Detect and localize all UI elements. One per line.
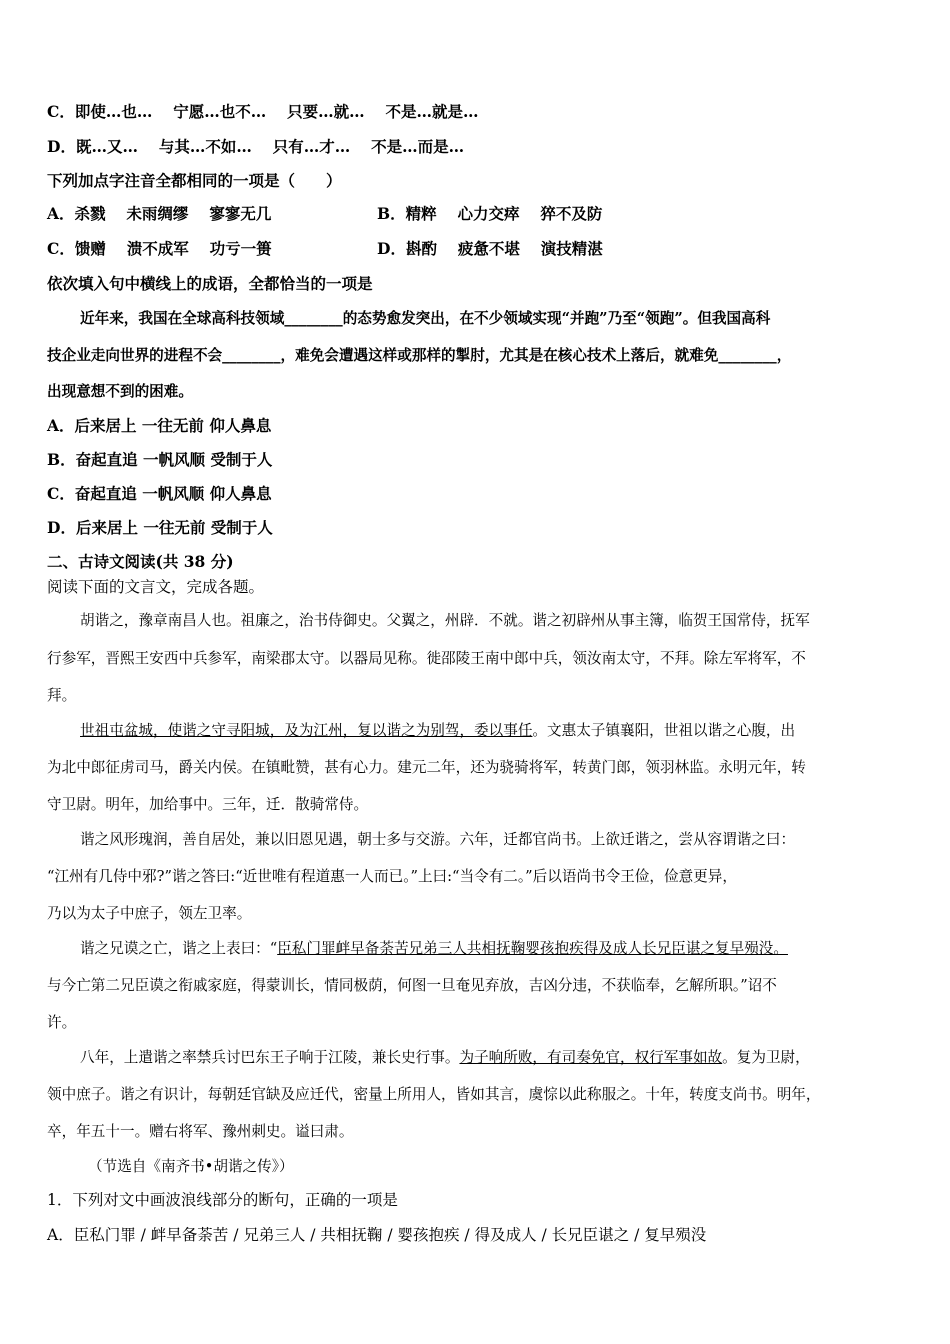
classical-p1-line-1: 胡谐之，豫章南昌人也。祖廉之，治书侍御史。父翼之，州辟．不就。谐之初辟州从事主簿，临贺王国常侍，抚军 (80, 612, 810, 629)
classical-p2-line-2: 为北中郎征虏司马，爵关内侯。在镇毗赞，甚有心力。建元二年，还为骁骑将军，转黄门郎，领羽林监。永明元年，转 (47, 759, 806, 776)
q1-stem: 1．下列对文中画波浪线部分的断句，正确的一项是 (47, 1191, 398, 1209)
classical-p1-line-3: 拜。 (47, 687, 77, 704)
passage-source: （节选自《南齐书•胡谐之传》） (88, 1158, 294, 1175)
option-c-conjunctions: C．即使…也… 宁愿…也不… 只要…就… 不是…就是… (47, 102, 479, 121)
classical-p2-line-1: 世祖屯盆城，使谐之守寻阳城，及为江州，复以谐之为别驾，委以事任。文惠太子镇襄阳，世祖以谐之心腹，出 (80, 722, 796, 739)
classical-p3-line-3: 乃以为太子中庶子，领左卫率。 (47, 905, 252, 922)
idiom-passage-line-1: 近年来，我国在全球高科技领域________的态势愈发突出，在不少领域实现“并跑”乃至“领跑”。但我国高科 (80, 310, 771, 327)
idiom-question-stem: 依次填入句中横线上的成语，全都恰当的一项是 (47, 274, 373, 293)
pinyin-option-b: B．精粹 心力交瘁 猝不及防 (377, 204, 603, 223)
classical-p5-line-2: 领中庶子。谐之有识计，每朝廷官缺及应迁代，密量上所用人，皆如其言，虞悰以此称服之。十年，转度支尚书。明年， (47, 1086, 821, 1103)
q1-option-a: A．臣私门罪 / 衅早备荼苦 / 兄弟三人 / 共相抚鞠 / 婴孩抱疾 / 得及成人 / 长兄臣谌之 / 复早殒没 (47, 1226, 707, 1244)
idiom-passage-line-3: 出现意想不到的困难。 (47, 383, 193, 400)
underlined-sentence-2: 为子响所败，有司奏免官，权行军事如故 (459, 1049, 723, 1066)
pinyin-option-d: D．斟酌 疲惫不堪 演技精湛 (377, 239, 603, 258)
option-d-conjunctions: D．既…又… 与其…不如… 只有…才… 不是…而是… (47, 137, 465, 156)
classical-p2-line-3: 守卫尉。明年，加给事中。三年，迁．散骑常侍。 (47, 796, 369, 813)
idiom-option-c: C．奋起直追 一帆风顺 仰人鼻息 (47, 484, 272, 503)
classical-p3-line-1: 谐之风形瑰润，善自居处，兼以旧恩见遇，朝士多与交游。六年，迁都官尚书。上欲迁谐之，尝从容谓谐之曰： (80, 831, 796, 848)
classical-p1-line-2: 行参军，晋熙王安西中兵参军，南梁郡太守。以器局见称。徙邵陵王南中郎中兵，领汝南太守，不拜。除左军将军，不 (47, 650, 806, 667)
classical-p4-line-3: 许。 (47, 1014, 77, 1031)
underlined-sentence-1: 世祖屯盆城，使谐之守寻阳城，及为江州，复以谐之为别驾，委以事任 (80, 722, 533, 739)
idiom-option-d: D．后来居上 一往无前 受制于人 (47, 518, 273, 537)
pinyin-option-a: A．杀戮 未雨绸缪 寥寥无几 (47, 204, 272, 223)
idiom-option-b: B．奋起直追 一帆风顺 受制于人 (47, 450, 273, 469)
classical-p5-line-1: 八年，上遣谐之率禁兵讨巴东王子响于江陵，兼长史行事。为子响所败，有司奏免官，权行军事如故。复为卫尉， (80, 1049, 810, 1066)
pinyin-option-c: C．馈赠 溃不成军 功亏一篑 (47, 239, 272, 258)
idiom-option-a: A．后来居上 一往无前 仰人鼻息 (47, 416, 272, 435)
section-title: 二、古诗文阅读(共 38 分) (47, 552, 234, 571)
classical-p5-line-3: 卒，年五十一。赠右将军、豫州刺史。谥曰肃。 (47, 1123, 354, 1140)
classical-p3-line-2: “江州有几侍中邪?”谐之答曰:“近世唯有程道惠一人而已。”上曰:“当令有二。”后以语尚书令王俭，俭意更异， (47, 868, 737, 885)
wavy-underlined-passage: 臣私门罪衅早备荼苦兄弟三人共相抚鞠婴孩抱疾得及成人长兄臣谌之复早殒没。 (277, 940, 788, 957)
pinyin-question-stem: 下列加点字注音全都相同的一项是（ ） (47, 171, 342, 190)
idiom-passage-line-2: 技企业走向世界的进程不会________，难免会遭遇这样或那样的掣肘，尤其是在核心技术上落后，就难免________， (47, 347, 792, 364)
section-instruction: 阅读下面的文言文，完成各题。 (47, 578, 265, 596)
classical-p4-line-1: 谐之兄谟之亡，谐之上表曰：“臣私门罪衅早备荼苦兄弟三人共相抚鞠婴孩抱疾得及成人长兄臣谌之复早殒没。 (80, 940, 788, 957)
classical-p4-line-2: 与今亡第二兄臣谟之衔戚家庭，得蒙训长，情同极荫，何图一旦奄见弃放，吉凶分违，不获临奉，乞解所职。”诏不 (47, 977, 777, 994)
